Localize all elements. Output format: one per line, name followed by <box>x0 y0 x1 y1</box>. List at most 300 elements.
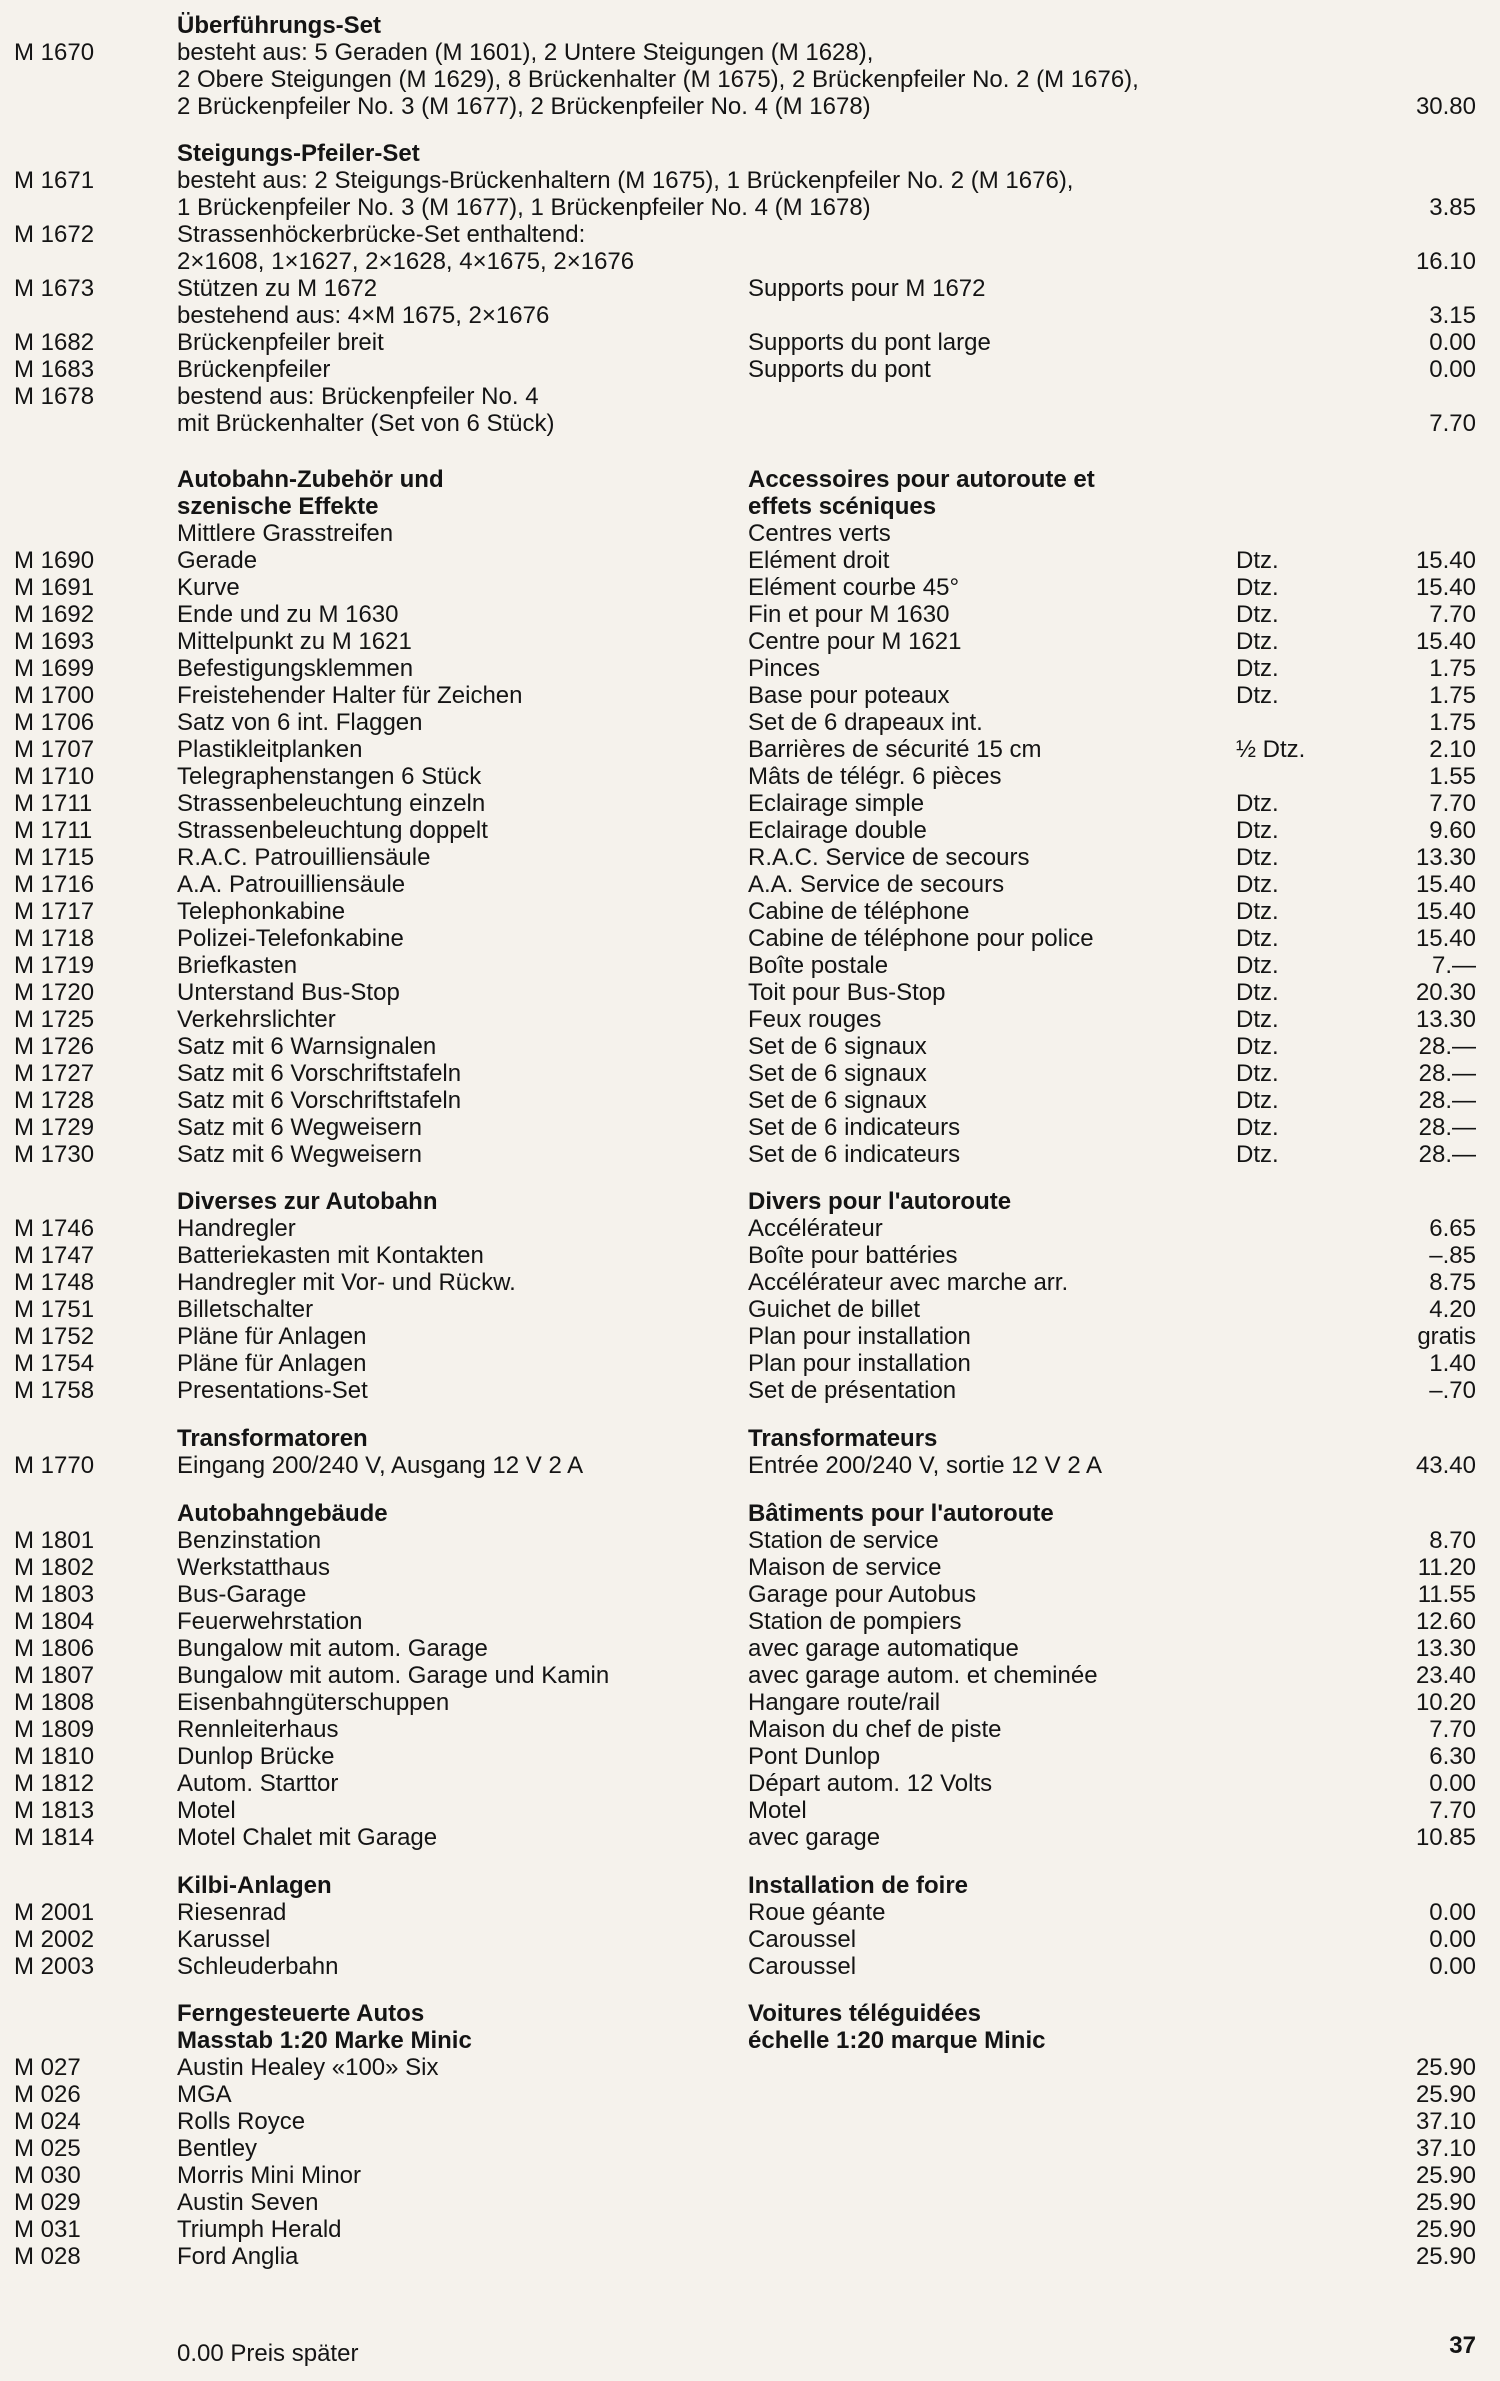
french-description: Centre pour M 1621 <box>748 628 962 655</box>
article-code: M 025 <box>14 2135 81 2162</box>
article-code: M 1730 <box>14 1141 95 1168</box>
article-code: M 1728 <box>14 1087 95 1114</box>
german-description: Ferngesteuerte Autos <box>177 2000 425 2027</box>
price-row <box>0 1242 1500 1269</box>
french-description: Maison du chef de piste <box>748 1716 1002 1743</box>
french-description: Centres verts <box>748 520 891 547</box>
price: 1.75 <box>1429 682 1476 709</box>
german-description: Ford Anglia <box>177 2243 299 2270</box>
article-code: M 1812 <box>14 1770 95 1797</box>
german-description: Befestigungsklemmen <box>177 655 414 682</box>
price-row <box>0 2162 1500 2189</box>
article-code: M 1751 <box>14 1296 95 1323</box>
german-description: Gerade <box>177 547 258 574</box>
price: –.70 <box>1429 1377 1476 1404</box>
article-code: M 028 <box>14 2243 81 2270</box>
unit: Dtz. <box>1236 1141 1279 1168</box>
article-code: M 1804 <box>14 1608 95 1635</box>
german-description: Briefkasten <box>177 952 298 979</box>
price: 28.— <box>1418 1087 1476 1114</box>
price-row <box>0 1350 1500 1377</box>
article-code: M 1748 <box>14 1269 95 1296</box>
price-row <box>0 2243 1500 2270</box>
french-description: Cabine de téléphone <box>748 898 970 925</box>
german-description: Strassenhöckerbrücke-Set enthaltend: <box>177 221 586 248</box>
price: 15.40 <box>1415 547 1476 574</box>
german-description: Telephonkabine <box>177 898 346 925</box>
price: 25.90 <box>1415 2162 1476 2189</box>
german-description: Strassenbeleuchtung einzeln <box>177 790 486 817</box>
unit: Dtz. <box>1236 898 1279 925</box>
price: 1.75 <box>1429 709 1476 736</box>
price: 37.10 <box>1415 2135 1476 2162</box>
article-code: M 1747 <box>14 1242 95 1269</box>
price: 28.— <box>1418 1033 1476 1060</box>
price: 37.10 <box>1415 2108 1476 2135</box>
german-description: Verkehrslichter <box>177 1006 336 1033</box>
price: 2.10 <box>1429 736 1476 763</box>
french-description: avec garage <box>748 1824 881 1851</box>
article-code: M 1672 <box>14 221 95 248</box>
price: 28.— <box>1418 1114 1476 1141</box>
article-code: M 1707 <box>14 736 95 763</box>
french-description: Roue géante <box>748 1899 886 1926</box>
price: 0.00 <box>1429 1899 1476 1926</box>
french-description: Feux rouges <box>748 1006 882 1033</box>
price-row <box>0 817 1500 844</box>
french-description: Pont Dunlop <box>748 1743 881 1770</box>
price-row <box>0 66 1500 93</box>
price: 13.30 <box>1415 1006 1476 1033</box>
french-description: effets scéniques <box>748 493 937 520</box>
article-code: M 1746 <box>14 1215 95 1242</box>
price: 15.40 <box>1415 898 1476 925</box>
french-description: Toit pour Bus-Stop <box>748 979 946 1006</box>
page-number: 37 <box>1449 2332 1476 2359</box>
article-code: M 1682 <box>14 329 95 356</box>
french-description: Set de 6 indicateurs <box>748 1141 961 1168</box>
price-row <box>0 221 1500 248</box>
section-heading-row <box>0 466 1500 493</box>
price-row <box>0 601 1500 628</box>
german-description: Autom. Starttor <box>177 1770 339 1797</box>
price-row <box>0 2081 1500 2108</box>
unit: Dtz. <box>1236 979 1279 1006</box>
german-description: Triumph Herald <box>177 2216 342 2243</box>
price-row <box>0 1716 1500 1743</box>
price-row <box>0 1743 1500 1770</box>
price-row <box>0 709 1500 736</box>
price: 0.00 <box>1429 329 1476 356</box>
price-row <box>0 520 1500 547</box>
price-row <box>0 1554 1500 1581</box>
unit: Dtz. <box>1236 547 1279 574</box>
unit: Dtz. <box>1236 844 1279 871</box>
article-code: M 1809 <box>14 1716 95 1743</box>
price: –.85 <box>1429 1242 1476 1269</box>
price: 6.30 <box>1429 1743 1476 1770</box>
price-row <box>0 1899 1500 1926</box>
article-code: M 029 <box>14 2189 81 2216</box>
german-description: Bungalow mit autom. Garage und Kamin <box>177 1662 610 1689</box>
price-row <box>0 871 1500 898</box>
german-description: Plastikleitplanken <box>177 736 363 763</box>
unit: Dtz. <box>1236 871 1279 898</box>
price-row <box>0 682 1500 709</box>
german-description: Satz mit 6 Wegweisern <box>177 1141 422 1168</box>
article-code: M 1803 <box>14 1581 95 1608</box>
unit: Dtz. <box>1236 817 1279 844</box>
price: 23.40 <box>1415 1662 1476 1689</box>
price-row <box>0 655 1500 682</box>
german-description: Austin Healey «100» Six <box>177 2054 439 2081</box>
article-code: M 1700 <box>14 682 95 709</box>
section-heading-row <box>0 140 1500 167</box>
french-description: A.A. Service de secours <box>748 871 1005 898</box>
unit: Dtz. <box>1236 574 1279 601</box>
article-code: M 1754 <box>14 1350 95 1377</box>
price: 20.30 <box>1415 979 1476 1006</box>
price-row <box>0 302 1500 329</box>
article-code: M 1718 <box>14 925 95 952</box>
price: 9.60 <box>1429 817 1476 844</box>
german-description: Kurve <box>177 574 240 601</box>
german-description: Riesenrad <box>177 1899 287 1926</box>
price: 0.00 <box>1429 1770 1476 1797</box>
french-description: R.A.C. Service de secours <box>748 844 1030 871</box>
german-description: Billetschalter <box>177 1296 314 1323</box>
german-description: Brückenpfeiler breit <box>177 329 384 356</box>
german-description: Mittlere Grasstreifen <box>177 520 394 547</box>
price-row <box>0 410 1500 437</box>
german-description: szenische Effekte <box>177 493 379 520</box>
french-description: Supports du pont <box>748 356 931 383</box>
price: 25.90 <box>1415 2054 1476 2081</box>
german-description: Masstab 1:20 Marke Minic <box>177 2027 472 2054</box>
german-description: Satz von 6 int. Flaggen <box>177 709 423 736</box>
price-row <box>0 2054 1500 2081</box>
german-description: Dunlop Brücke <box>177 1743 335 1770</box>
price-row <box>0 1824 1500 1851</box>
article-code: M 1706 <box>14 709 95 736</box>
price-row <box>0 628 1500 655</box>
price: 16.10 <box>1415 248 1476 275</box>
price-row <box>0 1770 1500 1797</box>
section-heading-row <box>0 1500 1500 1527</box>
german-description: Batteriekasten mit Kontakten <box>177 1242 484 1269</box>
article-code: M 1693 <box>14 628 95 655</box>
price-row <box>0 194 1500 221</box>
french-description: Eclairage double <box>748 817 927 844</box>
article-code: M 031 <box>14 2216 81 2243</box>
french-description: Caroussel <box>748 1926 857 1953</box>
article-code: M 1752 <box>14 1323 95 1350</box>
article-code: M 1770 <box>14 1452 95 1479</box>
price-row <box>0 1452 1500 1479</box>
french-description: Maison de service <box>748 1554 942 1581</box>
french-description: Divers pour l'autoroute <box>748 1188 1012 1215</box>
article-code: M 1690 <box>14 547 95 574</box>
article-code: M 1720 <box>14 979 95 1006</box>
unit: Dtz. <box>1236 1033 1279 1060</box>
french-description: Elément droit <box>748 547 890 574</box>
article-code: M 1716 <box>14 871 95 898</box>
german-description: Überführungs-Set <box>177 12 381 39</box>
german-description: mit Brückenhalter (Set von 6 Stück) <box>177 410 555 437</box>
price: 25.90 <box>1415 2243 1476 2270</box>
german-description: Bungalow mit autom. Garage <box>177 1635 488 1662</box>
french-description: Installation de foire <box>748 1872 969 1899</box>
article-code: M 1670 <box>14 39 95 66</box>
unit: Dtz. <box>1236 790 1279 817</box>
german-description: MGA <box>177 2081 232 2108</box>
german-description: Eingang 200/240 V, Ausgang 12 V 2 A <box>177 1452 584 1479</box>
price: 1.40 <box>1429 1350 1476 1377</box>
section-heading-row <box>0 12 1500 39</box>
footer-note: 0.00 Preis später <box>177 2340 359 2367</box>
article-code: M 1726 <box>14 1033 95 1060</box>
article-code: M 1710 <box>14 763 95 790</box>
german-description: Freistehender Halter für Zeichen <box>177 682 523 709</box>
article-code: M 026 <box>14 2081 81 2108</box>
article-code: M 2002 <box>14 1926 95 1953</box>
price-row <box>0 547 1500 574</box>
german-description: Polizei-Telefonkabine <box>177 925 404 952</box>
price-row <box>0 1608 1500 1635</box>
section-heading-row <box>0 1425 1500 1452</box>
german-description: Rennleiterhaus <box>177 1716 339 1743</box>
price: 12.60 <box>1415 1608 1476 1635</box>
price-row <box>0 1527 1500 1554</box>
german-description: Steigungs-Pfeiler-Set <box>177 140 420 167</box>
french-description: Supports du pont large <box>748 329 991 356</box>
price-row <box>0 275 1500 302</box>
price-row <box>0 383 1500 410</box>
price-row <box>0 167 1500 194</box>
french-description: Boîte postale <box>748 952 889 979</box>
price: 28.— <box>1418 1141 1476 1168</box>
article-code: M 1814 <box>14 1824 95 1851</box>
price: 30.80 <box>1415 93 1476 120</box>
price-row <box>0 790 1500 817</box>
german-description: A.A. Patrouilliensäule <box>177 871 406 898</box>
article-code: M 1711 <box>14 817 93 844</box>
price-row <box>0 1060 1500 1087</box>
price: 25.90 <box>1415 2081 1476 2108</box>
german-description: Morris Mini Minor <box>177 2162 362 2189</box>
article-code: M 1683 <box>14 356 95 383</box>
french-description: Eclairage simple <box>748 790 925 817</box>
french-description: Voitures téléguidées <box>748 2000 981 2027</box>
price-row <box>0 844 1500 871</box>
german-description: Schleuderbahn <box>177 1953 339 1980</box>
german-description: Pläne für Anlagen <box>177 1350 367 1377</box>
section-heading-row <box>0 493 1500 520</box>
price-row <box>0 1323 1500 1350</box>
french-description: Accessoires pour autoroute et <box>748 466 1095 493</box>
price-row <box>0 248 1500 275</box>
article-code: M 1758 <box>14 1377 95 1404</box>
french-description: Fin et pour M 1630 <box>748 601 950 628</box>
price: 28.— <box>1418 1060 1476 1087</box>
price-row <box>0 898 1500 925</box>
french-description: Station de pompiers <box>748 1608 962 1635</box>
french-description: avec garage automatique <box>748 1635 1019 1662</box>
german-description: bestehend aus: 4×M 1675, 2×1676 <box>177 302 550 329</box>
german-description: Stützen zu M 1672 <box>177 275 378 302</box>
french-description: Plan pour installation <box>748 1323 971 1350</box>
french-description: Accélérateur avec marche arr. <box>748 1269 1069 1296</box>
price: 7.70 <box>1429 1797 1476 1824</box>
unit: Dtz. <box>1236 682 1279 709</box>
german-description: Handregler mit Vor- und Rückw. <box>177 1269 516 1296</box>
german-description: Unterstand Bus-Stop <box>177 979 400 1006</box>
price: 11.20 <box>1417 1554 1476 1581</box>
german-description: bestend aus: Brückenpfeiler No. 4 <box>177 383 539 410</box>
price: 0.00 <box>1429 1953 1476 1980</box>
unit: Dtz. <box>1236 628 1279 655</box>
german-description: Rolls Royce <box>177 2108 306 2135</box>
french-description: Set de 6 signaux <box>748 1087 927 1114</box>
article-code: M 1725 <box>14 1006 95 1033</box>
price-row <box>0 1114 1500 1141</box>
french-description: Set de 6 indicateurs <box>748 1114 961 1141</box>
price: 8.70 <box>1429 1527 1476 1554</box>
article-code: M 1806 <box>14 1635 95 1662</box>
unit: Dtz. <box>1236 1006 1279 1033</box>
price-row <box>0 329 1500 356</box>
german-description: Diverses zur Autobahn <box>177 1188 438 1215</box>
unit: Dtz. <box>1236 1060 1279 1087</box>
price-row <box>0 1269 1500 1296</box>
article-code: M 1727 <box>14 1060 95 1087</box>
german-description: 1 Brückenpfeiler No. 3 (M 1677), 1 Brückenpfeiler No. 4 (M 1678) <box>177 194 871 221</box>
price: 15.40 <box>1415 628 1476 655</box>
french-description: Supports pour M 1672 <box>748 275 986 302</box>
price-row <box>0 39 1500 66</box>
german-description: Feuerwehrstation <box>177 1608 363 1635</box>
price: 7.— <box>1431 952 1476 979</box>
article-code: M 1813 <box>14 1797 95 1824</box>
german-description: Presentations-Set <box>177 1377 368 1404</box>
price-row <box>0 925 1500 952</box>
german-description: Telegraphenstangen 6 Stück <box>177 763 482 790</box>
section-heading-row <box>0 1872 1500 1899</box>
german-description: Handregler <box>177 1215 296 1242</box>
unit: ½ Dtz. <box>1236 736 1306 763</box>
german-description: R.A.C. Patrouilliensäule <box>177 844 431 871</box>
article-code: M 1699 <box>14 655 95 682</box>
price: 15.40 <box>1415 871 1476 898</box>
price-row <box>0 1215 1500 1242</box>
french-description: Guichet de billet <box>748 1296 921 1323</box>
price: 7.70 <box>1429 601 1476 628</box>
article-code: M 2003 <box>14 1953 95 1980</box>
price: 7.70 <box>1429 410 1476 437</box>
article-code: M 1691 <box>14 574 95 601</box>
price: 4.20 <box>1429 1296 1476 1323</box>
price: 6.65 <box>1429 1215 1476 1242</box>
price: 1.55 <box>1429 763 1476 790</box>
french-description: Cabine de téléphone pour police <box>748 925 1094 952</box>
german-description: Bus-Garage <box>177 1581 307 1608</box>
price-row <box>0 1797 1500 1824</box>
price-row <box>0 1662 1500 1689</box>
price-row <box>0 1926 1500 1953</box>
section-heading-row <box>0 1188 1500 1215</box>
article-code: M 1801 <box>14 1527 95 1554</box>
german-description: Austin Seven <box>177 2189 319 2216</box>
unit: Dtz. <box>1236 1114 1279 1141</box>
french-description: Base pour poteaux <box>748 682 950 709</box>
german-description: Satz mit 6 Vorschriftstafeln <box>177 1087 462 1114</box>
article-code: M 2001 <box>14 1899 95 1926</box>
french-description: Pinces <box>748 655 821 682</box>
price: 8.75 <box>1429 1269 1476 1296</box>
french-description: avec garage autom. et cheminée <box>748 1662 1098 1689</box>
article-code: M 030 <box>14 2162 81 2189</box>
german-description: Pläne für Anlagen <box>177 1323 367 1350</box>
french-description: échelle 1:20 marque Minic <box>748 2027 1046 2054</box>
german-description: Satz mit 6 Vorschriftstafeln <box>177 1060 462 1087</box>
price-row <box>0 2216 1500 2243</box>
french-description: Départ autom. 12 Volts <box>748 1770 993 1797</box>
article-code: M 1673 <box>14 275 95 302</box>
article-code: M 1807 <box>14 1662 95 1689</box>
price-row <box>0 1377 1500 1404</box>
price-row <box>0 979 1500 1006</box>
french-description: Accélérateur <box>748 1215 883 1242</box>
price-row <box>0 1087 1500 1114</box>
price: 10.85 <box>1415 1824 1476 1851</box>
price: 0.00 <box>1429 1926 1476 1953</box>
german-description: besteht aus: 5 Geraden (M 1601), 2 Untere Steigungen (M 1628), <box>177 39 874 66</box>
unit: Dtz. <box>1236 655 1279 682</box>
german-description: Transformatoren <box>177 1425 368 1452</box>
price: 15.40 <box>1415 925 1476 952</box>
price: 43.40 <box>1415 1452 1476 1479</box>
french-description: Elément courbe 45° <box>748 574 960 601</box>
price-row <box>0 2108 1500 2135</box>
price-row <box>0 2189 1500 2216</box>
french-description: Set de 6 signaux <box>748 1060 927 1087</box>
german-description: Karussel <box>177 1926 271 1953</box>
price: 11.55 <box>1417 1581 1476 1608</box>
article-code: M 1802 <box>14 1554 95 1581</box>
price: 13.30 <box>1415 1635 1476 1662</box>
price-row <box>0 93 1500 120</box>
german-description: Eisenbahngüterschuppen <box>177 1689 450 1716</box>
article-code: M 1711 <box>14 790 93 817</box>
price-row <box>0 1581 1500 1608</box>
french-description: Mâts de télégr. 6 pièces <box>748 763 1002 790</box>
price-row <box>0 952 1500 979</box>
price: 25.90 <box>1415 2189 1476 2216</box>
french-description: Plan pour installation <box>748 1350 971 1377</box>
price: 3.85 <box>1429 194 1476 221</box>
article-code: M 1715 <box>14 844 95 871</box>
french-description: Garage pour Autobus <box>748 1581 977 1608</box>
article-code: M 1692 <box>14 601 95 628</box>
price-row <box>0 736 1500 763</box>
german-description: Kilbi-Anlagen <box>177 1872 332 1899</box>
article-code: M 1719 <box>14 952 95 979</box>
german-description: 2 Obere Steigungen (M 1629), 8 Brückenhalter (M 1675), 2 Brückenpfeiler No. 2 (M 1676), <box>177 66 1139 93</box>
german-description: Werkstatthaus <box>177 1554 330 1581</box>
german-description: Motel Chalet mit Garage <box>177 1824 438 1851</box>
price-row <box>0 1953 1500 1980</box>
french-description: Bâtiments pour l'autoroute <box>748 1500 1054 1527</box>
